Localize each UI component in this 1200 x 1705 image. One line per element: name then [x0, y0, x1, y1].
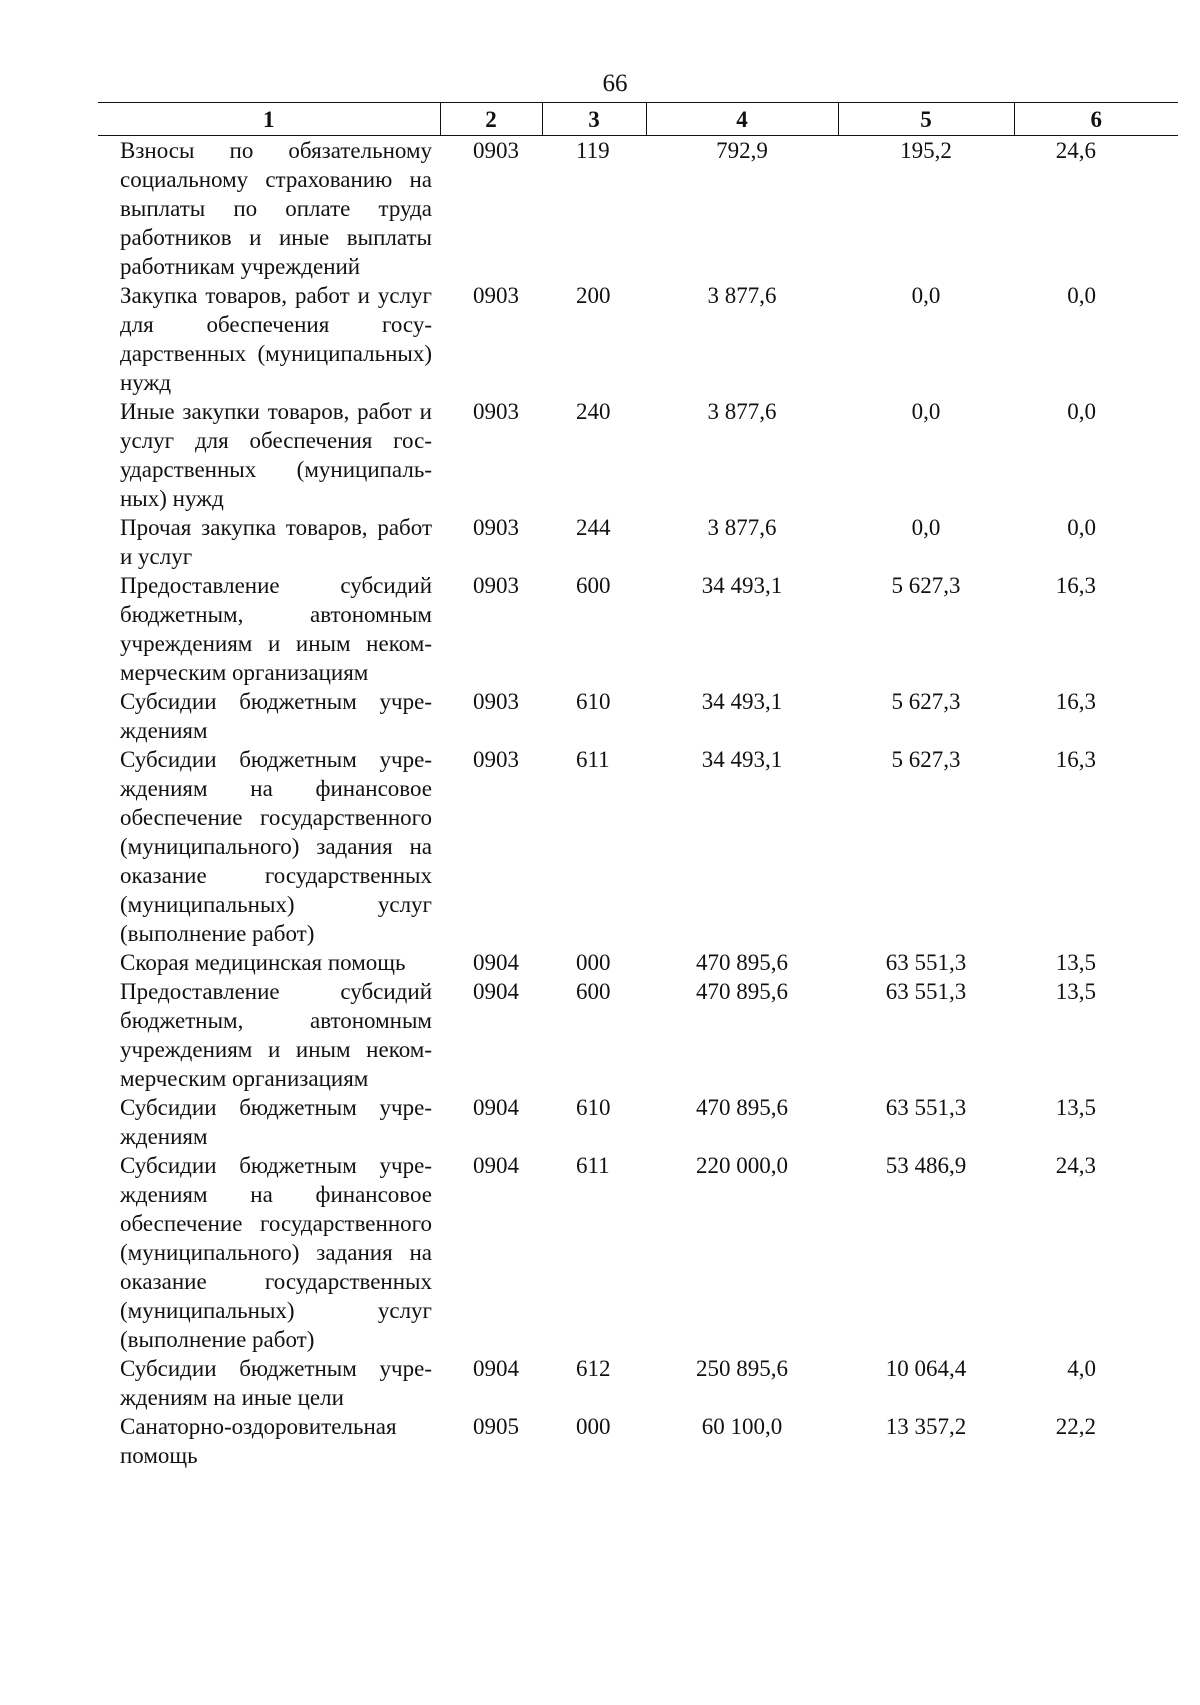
row-actual-amount: 10 064,4: [885, 1356, 967, 1381]
table-row: [98, 1151, 1178, 1354]
table-row: [98, 397, 1178, 513]
row-actual-amount: 63 551,3: [885, 950, 967, 975]
row-name: Субсидии бюджетным учреждениям: [120, 689, 432, 743]
row-plan-amount: 34 493,1: [701, 747, 783, 772]
table-row: [98, 1093, 1178, 1151]
row-expense-type: 610: [576, 689, 611, 714]
table-header-row: [98, 103, 1178, 136]
row-expense-type: 611: [576, 747, 610, 772]
table-row: [98, 513, 1178, 571]
row-section-code: 0903: [473, 138, 519, 163]
row-section-code: 0903: [473, 515, 519, 540]
row-section-code: 0903: [473, 573, 519, 598]
row-plan-amount: 220 000,0: [696, 1153, 788, 1178]
row-expense-type: 200: [576, 283, 611, 308]
table-row: [98, 948, 1178, 977]
row-plan-amount: 3 877,6: [707, 399, 777, 424]
row-plan-amount: 792,9: [716, 138, 768, 163]
budget-table: [98, 102, 1178, 1470]
table-row: [98, 136, 1178, 282]
row-actual-amount: 0,0: [911, 399, 941, 424]
row-name: Прочая закупка товаров, работ и услуг: [120, 515, 432, 569]
row-section-code: 0905: [473, 1414, 519, 1439]
row-section-code: 0904: [473, 1095, 519, 1120]
row-name: Предоставление субсидий бюджетным, автономным учреждениям и иным некоммерческим организациям: [120, 573, 432, 685]
column-header: 3: [542, 103, 646, 136]
row-actual-amount: 5 627,3: [891, 573, 961, 598]
row-actual-amount: 63 551,3: [885, 979, 967, 1004]
row-actual-amount: 5 627,3: [891, 689, 961, 714]
row-actual-amount: 195,2: [900, 138, 952, 163]
column-header: 2: [440, 103, 542, 136]
row-plan-amount: 34 493,1: [701, 573, 783, 598]
row-expense-type: 240: [576, 399, 611, 424]
row-expense-type: 000: [576, 1414, 611, 1439]
row-plan-amount: 470 895,6: [696, 979, 788, 1004]
row-percent: 24,3: [1055, 1153, 1096, 1178]
row-expense-type: 600: [576, 573, 611, 598]
row-expense-type: 244: [576, 515, 611, 540]
row-section-code: 0904: [473, 979, 519, 1004]
row-plan-amount: 250 895,6: [696, 1356, 788, 1381]
table-row: [98, 1412, 1178, 1470]
table-row: [98, 1354, 1178, 1412]
column-header: 5: [838, 103, 1014, 136]
row-percent: 0,0: [1067, 515, 1096, 540]
row-plan-amount: 34 493,1: [701, 689, 783, 714]
row-name: Субсидии бюджетным учреждениям на финансовое обеспечение государственного (муниципального) задания на оказание государственных (муниципальных) услуг (выполнение работ): [120, 747, 432, 946]
table-row: [98, 571, 1178, 687]
row-plan-amount: 470 895,6: [696, 1095, 788, 1120]
row-percent: 24,6: [1055, 138, 1096, 163]
row-plan-amount: 3 877,6: [707, 283, 777, 308]
row-percent: 0,0: [1067, 283, 1096, 308]
row-name: Закупка товаров, работ и услуг для обеспечения государственных (муниципальных) нужд: [120, 283, 432, 395]
table-row: [98, 745, 1178, 948]
row-actual-amount: 53 486,9: [885, 1153, 967, 1178]
row-percent: 13,5: [1055, 1095, 1096, 1120]
row-percent: 22,2: [1055, 1414, 1096, 1439]
row-percent: 16,3: [1055, 573, 1096, 598]
column-header: 1: [98, 103, 440, 136]
row-actual-amount: 5 627,3: [891, 747, 961, 772]
row-section-code: 0903: [473, 747, 519, 772]
row-name: Субсидии бюджетным учреждениям: [120, 1095, 432, 1149]
row-section-code: 0903: [473, 399, 519, 424]
row-section-code: 0904: [473, 950, 519, 975]
row-percent: 16,3: [1055, 747, 1096, 772]
row-actual-amount: 0,0: [911, 283, 941, 308]
column-header: 4: [646, 103, 838, 136]
row-name: Скорая медицинская помощь: [120, 950, 406, 975]
row-section-code: 0903: [473, 689, 519, 714]
row-percent: 0,0: [1067, 399, 1096, 424]
row-section-code: 0904: [473, 1153, 519, 1178]
row-name: Субсидии бюджетным учреждениям на иные цели: [120, 1356, 432, 1410]
table-row: [98, 687, 1178, 745]
row-expense-type: 119: [576, 138, 610, 163]
row-percent: 16,3: [1055, 689, 1096, 714]
row-actual-amount: 63 551,3: [885, 1095, 967, 1120]
row-expense-type: 612: [576, 1356, 611, 1381]
table-row: [98, 977, 1178, 1093]
row-expense-type: 600: [576, 979, 611, 1004]
row-percent: 13,5: [1055, 979, 1096, 1004]
row-name: Предоставление субсидий бюджетным, автономным учреждениям и иным некоммерческим организациям: [120, 979, 432, 1091]
table-row: [98, 281, 1178, 397]
row-expense-type: 000: [576, 950, 611, 975]
row-name: Субсидии бюджетным учреждениям на финансовое обеспечение государственного (муниципального) задания на оказание государственных (муниципальных) услуг (выполнение работ): [120, 1153, 432, 1352]
row-plan-amount: 470 895,6: [696, 950, 788, 975]
row-actual-amount: 13 357,2: [885, 1414, 967, 1439]
row-expense-type: 610: [576, 1095, 611, 1120]
row-name: Взносы по обязательному социальному страхованию на выплаты по оплате труда работников и иные выплаты работникам учреждений: [120, 138, 432, 279]
column-header: 6: [1014, 103, 1178, 136]
row-plan-amount: 3 877,6: [707, 515, 777, 540]
row-section-code: 0904: [473, 1356, 519, 1381]
row-name: Иные закупки товаров, работ и услуг для обеспечения государственных (муниципальных) нужд: [120, 399, 432, 511]
row-actual-amount: 0,0: [911, 515, 941, 540]
row-name: Санаторно-оздоровительная помощь: [120, 1414, 397, 1468]
row-percent: 4,0: [1067, 1356, 1096, 1381]
row-section-code: 0903: [473, 283, 519, 308]
row-plan-amount: 60 100,0: [701, 1414, 783, 1439]
row-expense-type: 611: [576, 1153, 610, 1178]
row-percent: 13,5: [1055, 950, 1096, 975]
page-number: 66: [602, 70, 628, 97]
